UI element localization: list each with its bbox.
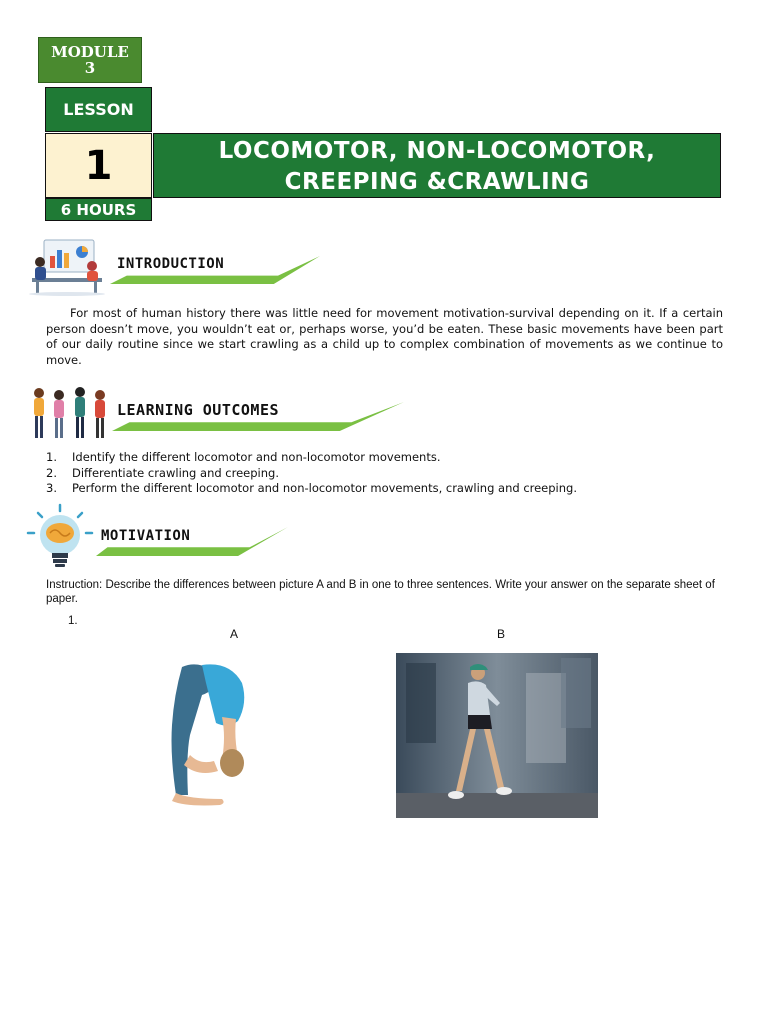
introduction-heading: INTRODUCTION — [117, 256, 225, 272]
list-item: 2. Differentiate crawling and creeping. — [46, 465, 279, 480]
outcomes-list — [46, 450, 726, 497]
list-item: 3. Perform the different locomotor and non-locomotor movements, crawling and creeping. — [46, 481, 578, 495]
introduction-text: For most of human history there was little need for movement motivation-survival depending on it. If a certain person doesn’t move, you wouldn’t eat or, perhaps worse, you’d be eaten. These basic movements have been part of our daily routine since we start crawling as a child up to complex combination of movements as we continue to move. — [46, 306, 723, 367]
lesson-title — [153, 133, 721, 198]
students-illustration-icon — [25, 385, 111, 441]
module-number: 3 — [84, 59, 96, 77]
learning-outcomes-heading: LEARNING OUTCOMES — [117, 401, 280, 419]
lesson-title-line2: CREEPING &CRAWLING — [284, 169, 590, 195]
lesson-number: 1 — [45, 133, 152, 198]
walking-woman-photo — [396, 653, 598, 818]
picture-a-label: A — [230, 627, 239, 641]
lesson-title-line1: LOCOMOTOR, NON-LOCOMOTOR, — [218, 138, 656, 164]
motivation-instruction: Instruction: Describe the differences between picture A and B in one to three sentences. Write your answer on the separate sheet of paper. — [46, 579, 715, 605]
picture-b-label: B — [497, 627, 506, 641]
item-number: 1. — [68, 615, 78, 627]
module-badge — [38, 37, 142, 83]
motivation-heading: MOTIVATION — [101, 528, 191, 544]
list-item: 1. Identify the different locomotor and non-locomotor movements. — [46, 450, 441, 464]
module-label: MODULE — [51, 43, 129, 61]
lesson-label: LESSON — [45, 87, 152, 132]
lightbulb-brain-icon — [22, 503, 98, 569]
meeting-illustration-icon — [26, 238, 108, 296]
lesson-hours: 6 HOURS — [45, 198, 152, 221]
forward-bend-photo — [110, 655, 305, 810]
